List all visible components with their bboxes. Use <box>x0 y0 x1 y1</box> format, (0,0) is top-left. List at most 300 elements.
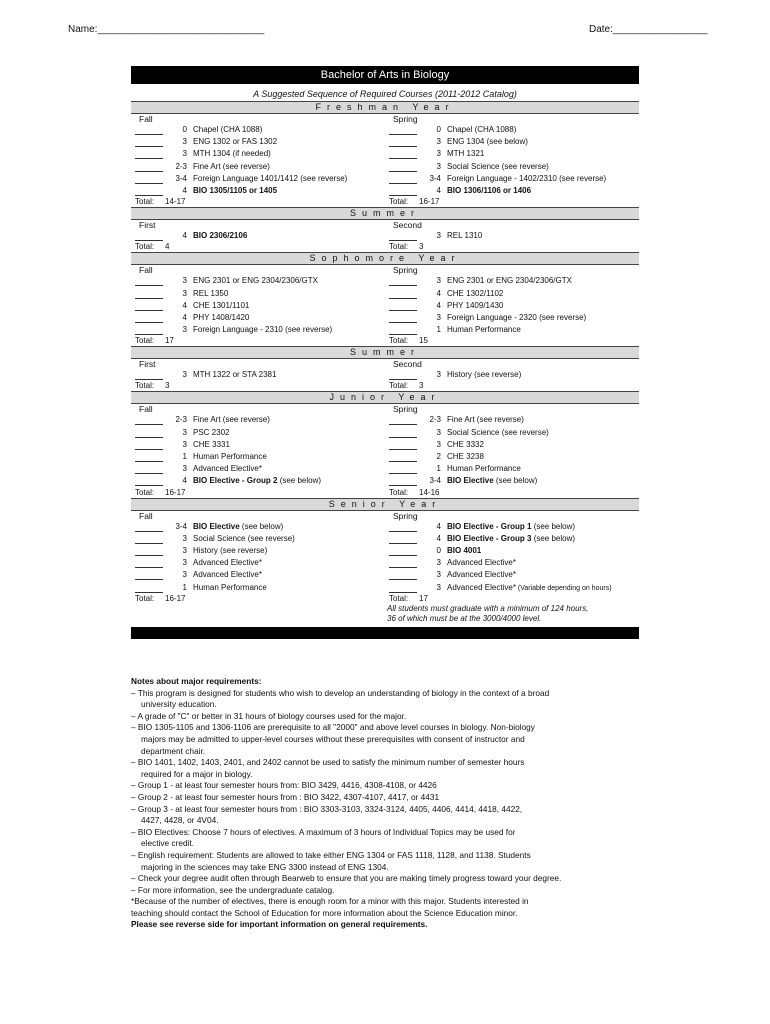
course-row <box>385 439 639 451</box>
course-hours: 3 <box>182 149 187 159</box>
course-hours: 3 <box>436 370 441 380</box>
checkoff-blank[interactable] <box>389 416 417 425</box>
page-title: Bachelor of Arts in Biology <box>131 66 639 84</box>
course-name-wrap <box>447 324 639 336</box>
course-hours: 2-3 <box>175 415 187 425</box>
course-row <box>131 582 385 594</box>
course-name-wrap <box>447 475 639 487</box>
course-row <box>385 475 639 487</box>
notes-section <box>131 676 641 931</box>
checkoff-blank[interactable] <box>135 302 163 311</box>
course-row <box>385 369 639 381</box>
course-name: CHE 1301/1101 <box>193 300 250 310</box>
course-hours: 3 <box>436 161 441 171</box>
course-name: BIO 1305/1105 or 1405 <box>193 185 278 195</box>
section-header: Summer <box>131 346 639 359</box>
term-total <box>131 594 385 604</box>
term-total <box>385 488 639 498</box>
course-row <box>385 463 639 475</box>
course-name-wrap <box>447 230 639 242</box>
course-row <box>385 275 639 287</box>
course-row <box>385 557 639 569</box>
course-name: Advanced Elective* <box>447 570 516 580</box>
term-columns <box>131 220 639 252</box>
course-name: Human Performance <box>193 452 267 461</box>
checkoff-blank[interactable] <box>389 371 417 380</box>
course-hours: 0 <box>436 545 441 555</box>
checkoff-blank[interactable] <box>389 163 417 172</box>
note-line: – BIO Electives: Choose 7 hours of electives. A maximum of 3 hours of Individual Topics may be used for <box>131 826 516 837</box>
course-name: Fine Art (see reverse) <box>193 415 270 425</box>
total-label: Total: <box>135 593 155 603</box>
note-line: – This program is designed for students who wish to develop an understanding of biology in the context of a broad <box>131 687 550 698</box>
course-row <box>385 124 639 136</box>
total-label: Total: <box>135 487 155 497</box>
checkoff-blank[interactable] <box>135 163 163 172</box>
total-label: Total: <box>389 381 409 391</box>
term-label: Fall <box>139 265 153 276</box>
note-line: – A grade of "C" or better in 31 hours of biology courses used for the major. <box>131 710 407 721</box>
checkoff-blank[interactable] <box>389 138 417 147</box>
checkoff-blank[interactable] <box>135 126 163 135</box>
course-hours: 3-4 <box>429 173 441 183</box>
course-hours: 1 <box>436 325 441 335</box>
note-line: – Group 1 - at least four semester hours from: BIO 3429, 4416, 4308-4108, or 4426 <box>131 780 437 791</box>
checkoff-blank[interactable] <box>135 416 163 425</box>
course-name-wrap <box>193 288 385 300</box>
course-name-wrap <box>447 312 639 324</box>
course-note: (see below) <box>493 476 538 486</box>
course-name: Human Performance <box>193 582 267 592</box>
total-hours: 3 <box>419 381 424 391</box>
term-total <box>131 488 385 498</box>
term-label: Fall <box>139 114 153 124</box>
section-header: Sophomore Year <box>131 252 639 265</box>
course-name: Fine Art (see reverse) <box>193 161 270 171</box>
course-name: BIO 1306/1106 or 1406 <box>447 185 532 195</box>
checkoff-blank[interactable] <box>389 465 417 474</box>
course-hours: 4 <box>436 521 441 531</box>
course-name-wrap <box>193 185 385 197</box>
checkoff-blank[interactable] <box>389 584 417 593</box>
course-name-wrap <box>193 161 385 173</box>
course-row <box>385 427 639 439</box>
course-name: Advanced Elective* <box>193 558 262 568</box>
course-name: BIO 4001 <box>447 545 482 555</box>
course-row <box>385 288 639 300</box>
course-name-wrap <box>193 173 385 185</box>
course-name-wrap <box>447 439 639 451</box>
course-name-wrap <box>447 173 639 185</box>
term-label: First <box>139 359 156 370</box>
course-hours: 3 <box>436 276 441 286</box>
checkoff-blank[interactable] <box>135 290 163 299</box>
course-hours: 3-4 <box>429 476 441 486</box>
course-name: BIO Elective - Group 3 <box>447 533 532 543</box>
term-label: First <box>139 220 156 231</box>
course-name: MTH 1321 <box>447 149 485 159</box>
section-header: Junior Year <box>131 391 639 404</box>
course-row <box>131 569 385 581</box>
course-hours: 3 <box>436 149 441 159</box>
total-label: Total: <box>389 593 409 603</box>
course-row <box>385 582 639 594</box>
course-row <box>131 427 385 439</box>
term-column-left <box>131 404 385 497</box>
term-label: Spring <box>393 265 418 276</box>
course-name-wrap <box>447 288 639 300</box>
course-hours: 4 <box>182 300 187 310</box>
course-hours: 3 <box>436 312 441 322</box>
course-name: MTH 1322 or STA 2381 <box>193 370 277 380</box>
course-name-wrap <box>193 230 385 242</box>
checkoff-blank[interactable] <box>135 175 163 184</box>
total-label: Total: <box>389 242 409 252</box>
term-total <box>131 197 385 207</box>
course-row <box>385 533 639 545</box>
course-row <box>385 521 639 533</box>
course-hours: 4 <box>182 312 187 322</box>
course-name-wrap <box>447 451 639 463</box>
course-name: Advanced Elective* <box>193 570 262 580</box>
course-name-wrap <box>193 136 385 148</box>
course-hours: 4 <box>436 288 441 298</box>
checkoff-blank[interactable] <box>135 326 163 335</box>
checkoff-blank[interactable] <box>389 302 417 311</box>
checkoff-blank[interactable] <box>389 571 417 580</box>
course-row <box>385 414 639 426</box>
course-name: Advanced Elective* <box>447 558 516 568</box>
course-name-wrap <box>193 463 385 475</box>
checkoff-blank[interactable] <box>389 277 417 286</box>
name-field[interactable]: Name:______________________________ <box>68 24 265 35</box>
total-hours: 16-17 <box>419 197 440 207</box>
total-label: Total: <box>135 381 155 391</box>
course-row <box>131 275 385 287</box>
course-row <box>131 185 385 197</box>
course-name-wrap <box>193 324 385 336</box>
total-hours: 15 <box>419 336 428 346</box>
course-row <box>131 324 385 336</box>
course-row <box>131 439 385 451</box>
note-line: – Check your degree audit often through Bearweb to ensure that you are making timely progress toward your degree. <box>131 873 562 884</box>
course-row <box>385 136 639 148</box>
course-name: BIO Elective <box>193 521 240 531</box>
checkoff-blank[interactable] <box>389 535 417 544</box>
course-name: Foreign Language - 2320 (see reverse) <box>447 312 587 322</box>
total-hours: 3 <box>165 381 170 391</box>
course-note: (see below) <box>239 521 284 531</box>
term-total <box>385 242 639 252</box>
course-hours: 2-3 <box>175 161 187 171</box>
total-hours: 17 <box>419 593 428 603</box>
term-columns <box>131 114 639 207</box>
term-column-left <box>131 220 385 252</box>
course-name: MTH 1304 (if needed) <box>193 149 271 159</box>
course-row <box>131 312 385 324</box>
term-total <box>131 336 385 346</box>
checkoff-blank[interactable] <box>135 477 163 486</box>
note-line: – English requirement: Students are allowed to take either ENG 1304 or FAS 1118, 1128, and 1138. Students <box>131 849 531 860</box>
course-hours: 1 <box>436 464 441 474</box>
checkoff-blank[interactable] <box>389 523 417 532</box>
checkoff-blank[interactable] <box>135 547 163 556</box>
course-hours: 3 <box>436 570 441 580</box>
graduation-note <box>131 604 639 625</box>
total-hours: 4 <box>165 242 170 252</box>
checkoff-blank[interactable] <box>389 175 417 184</box>
course-name-wrap <box>447 545 639 557</box>
term-column-right <box>385 511 639 604</box>
section-header: Freshman Year <box>131 101 639 114</box>
total-label: Total: <box>389 197 409 207</box>
course-row <box>385 185 639 197</box>
total-hours: 14-17 <box>165 197 186 207</box>
course-name: BIO 2306/2106 <box>193 231 248 241</box>
checkoff-blank[interactable] <box>135 571 163 580</box>
term-column-left <box>131 265 385 346</box>
term-columns <box>131 359 639 391</box>
course-name-wrap <box>447 557 639 569</box>
checkoff-blank[interactable] <box>389 232 417 241</box>
course-hours: 1 <box>182 582 187 592</box>
checkoff-blank[interactable] <box>389 477 417 486</box>
course-name-wrap <box>193 451 385 463</box>
term-column-right <box>385 114 639 207</box>
term-label: Second <box>393 220 422 231</box>
checkoff-blank[interactable] <box>135 559 163 568</box>
course-hours: 3 <box>436 137 441 147</box>
term-column-right <box>385 404 639 497</box>
course-hours: 2 <box>436 452 441 461</box>
course-row <box>385 451 639 463</box>
course-row <box>385 173 639 185</box>
course-name-wrap <box>193 569 385 581</box>
course-note: (see below) <box>277 476 322 486</box>
course-name: Social Science (see reverse) <box>447 161 549 171</box>
course-hours: 3 <box>436 231 441 241</box>
note-line: 4427, 4428, or 4V04. <box>141 815 219 826</box>
note-line: teaching should contact the School of Education for more information about the Science Education minor. <box>131 907 518 918</box>
course-name: ENG 2301 or ENG 2304/2306/GTX <box>193 276 318 286</box>
course-name-wrap <box>193 475 385 487</box>
course-row <box>385 300 639 312</box>
course-row <box>131 463 385 475</box>
checkoff-blank[interactable] <box>389 429 417 438</box>
course-name: CHE 3238 <box>447 452 484 461</box>
notes-list <box>131 688 641 931</box>
course-row <box>131 545 385 557</box>
term-total <box>385 381 639 391</box>
checkoff-blank[interactable] <box>135 371 163 380</box>
checkoff-blank[interactable] <box>135 150 163 159</box>
course-hours: 3-4 <box>175 173 187 183</box>
note-line: – BIO 1305-1105 and 1306-1106 are prerequisite to all "2000" and above level courses in biology. Non-biology <box>131 722 535 733</box>
course-name: Human Performance <box>447 464 521 474</box>
course-name-wrap <box>193 439 385 451</box>
course-hours: 4 <box>182 185 187 195</box>
term-label: Second <box>393 359 422 370</box>
course-hours: 4 <box>436 533 441 543</box>
course-row <box>131 414 385 426</box>
page-subtitle: A Suggested Sequence of Required Courses (2011-2012 Catalog) <box>253 89 517 99</box>
checkoff-blank[interactable] <box>135 277 163 286</box>
checkoff-blank[interactable] <box>389 187 417 196</box>
note-line: elective credit. <box>141 838 195 849</box>
course-row <box>131 148 385 160</box>
course-name: CHE 3332 <box>447 439 484 449</box>
course-name: Social Science (see reverse) <box>193 533 295 543</box>
course-name-wrap <box>193 148 385 160</box>
note-line: – For more information, see the undergraduate catalog. <box>131 884 335 895</box>
course-name: Human Performance <box>447 325 521 335</box>
checkoff-blank[interactable] <box>389 326 417 335</box>
term-column-right <box>385 265 639 346</box>
course-row <box>131 288 385 300</box>
term-label: Spring <box>393 404 418 415</box>
checkoff-blank[interactable] <box>135 429 163 438</box>
graduation-note-line: 36 of which must be at the 3000/4000 level. <box>387 614 542 624</box>
checkoff-blank[interactable] <box>389 547 417 556</box>
course-note: (see below) <box>531 533 576 543</box>
note-line: – BIO 1401, 1402, 1403, 2401, and 2402 cannot be used to satisfy the minimum number of semester hours <box>131 757 525 768</box>
note-line: – Group 2 - at least four semester hours from : BIO 3422, 4307-4107, 4417, or 4431 <box>131 791 440 802</box>
course-name-wrap <box>447 582 639 594</box>
checkoff-blank[interactable] <box>135 232 163 241</box>
course-hours: 3 <box>182 439 187 449</box>
course-row <box>131 369 385 381</box>
course-name-wrap <box>447 463 639 475</box>
course-row <box>385 148 639 160</box>
term-label: Spring <box>393 114 418 124</box>
course-hours: 4 <box>182 476 187 486</box>
course-name-wrap <box>447 427 639 439</box>
course-hours: 1 <box>182 452 187 461</box>
term-column-left <box>131 511 385 604</box>
course-row <box>131 557 385 569</box>
course-hours: 3 <box>436 558 441 568</box>
course-hours: 4 <box>182 231 187 241</box>
course-name-wrap <box>193 369 385 381</box>
checkoff-blank[interactable] <box>389 290 417 299</box>
course-name: ENG 2301 or ENG 2304/2306/GTX <box>447 276 572 286</box>
course-name-wrap <box>193 300 385 312</box>
term-columns <box>131 511 639 604</box>
course-name-wrap <box>193 427 385 439</box>
course-name-wrap <box>447 533 639 545</box>
checkoff-blank[interactable] <box>135 584 163 593</box>
course-name-wrap <box>193 124 385 136</box>
checkoff-blank[interactable] <box>135 441 163 450</box>
note-line: department chair. <box>141 745 206 756</box>
checkoff-blank[interactable] <box>135 138 163 147</box>
course-hours: 3 <box>182 137 187 147</box>
course-hours: 3 <box>436 582 441 592</box>
term-total <box>385 336 639 346</box>
course-hours: 3 <box>182 545 187 555</box>
course-name-wrap <box>447 569 639 581</box>
note-line: majoring in the sciences may take ENG 3300 instead of ENG 1304. <box>141 861 389 872</box>
course-name-wrap <box>193 312 385 324</box>
course-name: CHE 1302/1102 <box>447 288 504 298</box>
note-line: Please see reverse side for important information on general requirements. <box>131 919 428 930</box>
note-line: required for a major in biology. <box>141 768 253 779</box>
notes-heading: Notes about major requirements: <box>131 676 262 686</box>
course-row <box>385 312 639 324</box>
section-header: Summer <box>131 207 639 220</box>
checkoff-blank[interactable] <box>389 126 417 135</box>
sections-container <box>131 101 639 604</box>
checkoff-blank[interactable] <box>389 314 417 323</box>
course-sequence-sheet <box>131 66 639 639</box>
term-label: Spring <box>393 510 418 521</box>
checkoff-blank[interactable] <box>389 453 417 462</box>
checkoff-blank[interactable] <box>389 559 417 568</box>
course-hours: 3 <box>436 427 441 437</box>
course-row <box>385 230 639 242</box>
course-name-wrap <box>447 369 639 381</box>
course-name: Foreign Language - 2310 (see reverse) <box>193 325 333 335</box>
course-row <box>131 300 385 312</box>
term-label: Fall <box>139 510 153 521</box>
term-total <box>385 197 639 207</box>
course-hours: 3 <box>182 533 187 543</box>
total-label: Total: <box>135 197 155 207</box>
course-name-wrap <box>193 557 385 569</box>
course-row <box>385 569 639 581</box>
total-label: Total: <box>135 336 155 346</box>
term-column-left <box>131 114 385 207</box>
date-field[interactable]: Date:_________________ <box>589 24 708 35</box>
checkoff-blank[interactable] <box>135 453 163 462</box>
total-hours: 16-17 <box>165 487 186 497</box>
course-row <box>385 161 639 173</box>
course-name: Social Science (see reverse) <box>447 427 549 437</box>
course-hours: 4 <box>436 185 441 195</box>
course-name-wrap <box>447 161 639 173</box>
course-row <box>131 173 385 185</box>
checkoff-blank[interactable] <box>135 523 163 532</box>
checkoff-blank[interactable] <box>135 465 163 474</box>
checkoff-blank[interactable] <box>135 535 163 544</box>
course-name: Chapel (CHA 1088) <box>193 125 263 134</box>
term-column-right <box>385 220 639 252</box>
course-name: Advanced Elective* <box>193 464 262 474</box>
course-name: BIO Elective - Group 2 <box>193 476 278 486</box>
course-name: REL 1310 <box>447 231 483 241</box>
total-label: Total: <box>389 336 409 346</box>
note-line: majors may be admitted to upper-level courses without these prerequisites with consent of instructor and <box>141 733 525 744</box>
course-hours: 3-4 <box>175 521 187 531</box>
course-row <box>131 533 385 545</box>
checkoff-blank[interactable] <box>135 314 163 323</box>
course-row <box>385 324 639 336</box>
checkoff-blank[interactable] <box>135 187 163 196</box>
course-hours: 3 <box>182 276 187 286</box>
course-row <box>131 136 385 148</box>
term-columns <box>131 404 639 497</box>
course-name: Foreign Language 1401/1412 (see reverse) <box>193 173 348 183</box>
course-row <box>131 451 385 463</box>
checkoff-blank[interactable] <box>389 150 417 159</box>
course-hours: 3 <box>182 370 187 380</box>
course-hours: 3 <box>182 558 187 568</box>
course-row <box>131 521 385 533</box>
checkoff-blank[interactable] <box>389 441 417 450</box>
course-hours: 0 <box>436 125 441 134</box>
section-header: Senior Year <box>131 498 639 511</box>
course-note: (see below) <box>531 521 576 531</box>
